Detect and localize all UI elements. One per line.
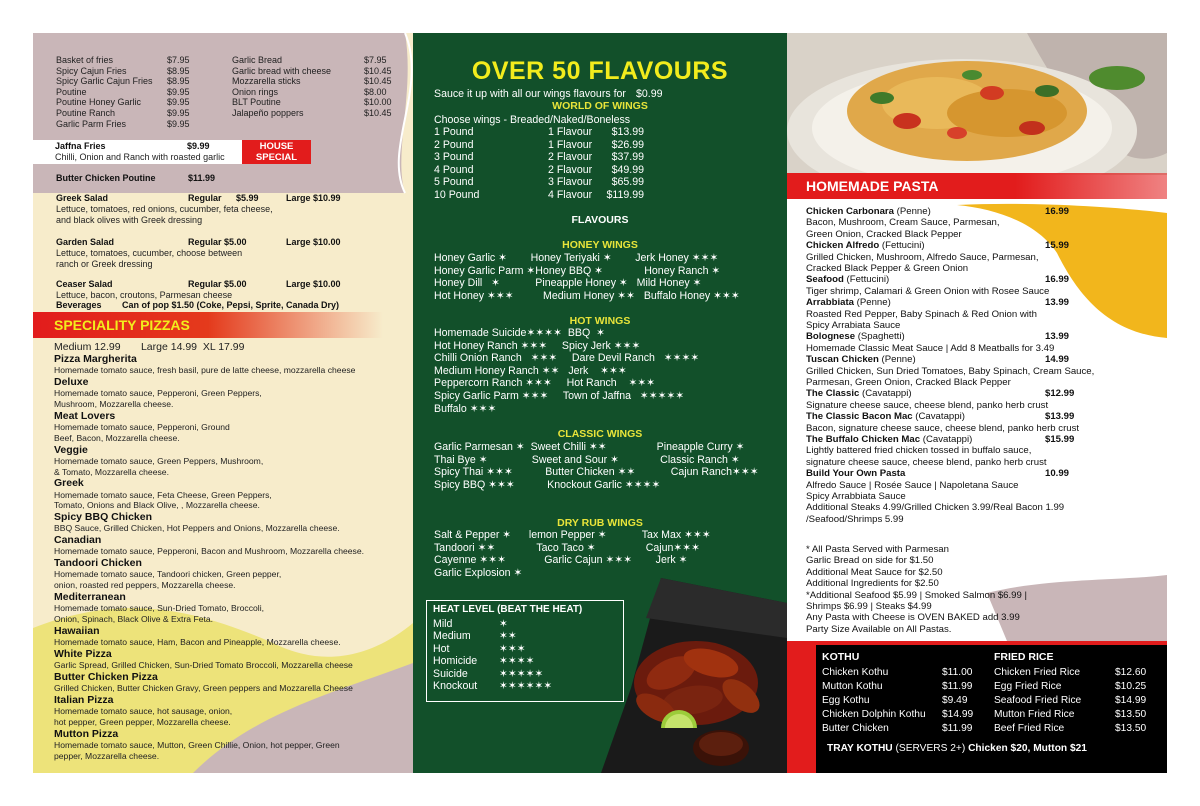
fries-item-name: Poutine	[56, 86, 87, 97]
hot-wings-row: Hot Honey Ranch ✶✶✶ Spicy Jerk ✶✶✶	[434, 339, 641, 352]
side-item-price: $10.45	[364, 65, 392, 76]
pasta-item-desc: Tiger shrimp, Calamari & Green Onion with Rosee Sauce	[806, 285, 1050, 297]
pizza-desc: Homemade tomato sauce, Green Peppers, Mushroom, & Tomato, Mozzarella cheese.	[54, 455, 264, 477]
honey-wings-row: Hot Honey ✶✶✶ Medium Honey ✶✶ Buffalo Honey ✶✶✶	[434, 289, 740, 302]
butter-poutine-price: $11.99	[188, 173, 216, 183]
wings-panel	[413, 33, 787, 773]
pasta-item-type: (Cavatappi)	[912, 411, 965, 423]
pasta-item-name: Bolognese	[806, 331, 856, 343]
fries-item-name: Basket of fries	[56, 55, 114, 65]
pizza-name: Meat Lovers	[54, 409, 116, 422]
caesar-salad-desc: Lettuce, bacon, croutons, Parmesan cheese	[56, 290, 233, 300]
right-panel	[787, 33, 1167, 773]
pizza-name: Canadian	[54, 534, 102, 547]
fried-rice-item-name: Seafood Fried Rice	[994, 695, 1082, 706]
pound-price: $37.99	[611, 151, 644, 164]
fries-item-price: $7.95	[167, 55, 190, 65]
fried-rice-item-price: $14.99	[1115, 695, 1147, 706]
pasta-item-name: The Classic Bacon Mac	[806, 411, 913, 423]
fries-item-price: $9.95	[167, 118, 190, 129]
pound-size: 3 Pound	[434, 151, 474, 164]
kothu-item-price: $9.49	[942, 695, 968, 706]
hot-wings-row: Buffalo ✶✶✶	[434, 402, 497, 415]
chicken-wings-photo	[601, 578, 787, 773]
pasta-item-type: (Cavatappi)	[859, 388, 912, 400]
wings-title: OVER 50 FLAVOURS	[471, 57, 729, 85]
pound-size: 1 Pound	[434, 126, 474, 138]
pasta-item-name: The Classic	[806, 388, 860, 400]
pasta-item-title	[806, 206, 931, 217]
pound-price: $26.99	[611, 138, 644, 151]
flavour-count: 1 Flavour	[548, 138, 593, 151]
pasta-item-name: Seafood	[806, 274, 844, 286]
butter-poutine-name: Butter Chicken Poutine	[56, 173, 156, 183]
pasta-item-title	[806, 411, 965, 422]
greek-salad-name: Greek Salad	[56, 193, 109, 203]
kothu-item-name: Chicken Kothu	[822, 667, 889, 678]
fried-rice-item-price: $13.50	[1115, 709, 1147, 720]
pasta-item-price: $15.99	[1045, 434, 1075, 445]
classic-wings-row: Spicy BBQ ✶✶✶ Knockout Garlic ✶✶✶✶	[434, 478, 661, 491]
beverages-label: Beverages	[56, 300, 102, 310]
dry-rub-wings-row: Salt & Pepper ✶ lemon Pepper ✶ Tax Max ✶✶✶	[434, 529, 711, 541]
fried-rice-item-name: Chicken Fried Rice	[994, 667, 1081, 678]
pasta-item-title	[806, 240, 925, 251]
pasta-item-desc: Homemade Classic Meat Sauce | Add 8 Meatballs for 3.49	[806, 342, 1055, 354]
pasta-item-title	[806, 354, 916, 365]
pasta-item-type: (Cavatappi)	[920, 434, 973, 445]
pasta-item-desc: Signature cheese sauce, cheese blend, panko herb crust	[806, 399, 1049, 411]
pizza-name: Tandoori Chicken	[54, 557, 142, 570]
heat-level-name: Mild	[433, 618, 453, 630]
honey-wings-row: Honey Dill ✶ Pineapple Honey ✶ Mild Honey ✶	[434, 277, 702, 290]
side-item-name: Garlic Bread	[232, 55, 283, 65]
side-item-price: $10.45	[364, 76, 392, 87]
greek-salad-large: Large $10.99	[286, 193, 341, 203]
pasta-item-name: Chicken Alfredo	[806, 240, 880, 252]
pizza-desc: Homemade tomato sauce, Mutton, Green Chillie, Onion, hot pepper, Green pepper, Mozzarella cheese.	[54, 739, 340, 761]
pasta-item-price: 13.99	[1045, 331, 1070, 343]
fried-rice-item-name: Egg Fried Rice	[994, 681, 1062, 692]
pizza-desc: Homemade tomato sauce, Sun-Dried Tomato, Broccoli, Onion, Spinach, Black Olive & Extra Feta.	[54, 603, 265, 624]
pizza-desc: BBQ Sauce, Grilled Chicken, Hot Peppers and Onions, Mozzarella cheese.	[54, 523, 340, 534]
greek-salad-desc: Lettuce, tomatoes, red onions, cucumber, feta cheese, and black olives with Greek dressing	[56, 204, 273, 225]
heat-level-stars: ✶✶✶	[499, 642, 526, 655]
fried-rice-item-price: $10.25	[1115, 681, 1147, 692]
pound-size: 10 Pound	[434, 189, 480, 201]
pound-price: $65.99	[611, 176, 644, 189]
pasta-item-desc: Lightly battered fried chicken tossed in buffalo sauce, signature cheese sauce, cheese blend, panko herb crust	[806, 445, 1047, 468]
hot-wings-heading: HOT WINGS	[569, 315, 631, 327]
fries-item-price: $9.95	[167, 97, 190, 108]
heat-level-stars: ✶	[499, 618, 508, 630]
kothu-item-name: Butter Chicken	[822, 723, 889, 734]
greek-salad-regular-price: $5.99	[236, 193, 259, 203]
pizza-sizes: Medium 12.99 Large 14.99 XL 17.99	[54, 341, 245, 353]
hot-wings-row: Peppercorn Ranch ✶✶✶ Hot Ranch ✶✶✶	[434, 377, 656, 390]
pasta-item-name: Tuscan Chicken	[806, 354, 879, 366]
tray-kothu-line	[827, 742, 1087, 756]
kothu-item-price: $14.99	[942, 709, 974, 720]
homemade-pasta-title: HOMEMADE PASTA	[806, 178, 939, 194]
pizza-desc: Homemade tomato sauce, hot sausage, onion, hot pepper, Green pepper, Mozzarella cheese.	[54, 706, 233, 727]
fries-item-price: $9.95	[167, 108, 190, 118]
world-of-wings-heading: WORLD OF WINGS	[552, 100, 648, 112]
side-item-price: $10.00	[364, 97, 392, 108]
pasta-item-desc: Grilled Chicken, Mushroom, Alfredo Sauce, Parmesan, Cracked Black Pepper & Green Onion	[806, 251, 1039, 274]
pasta-item-type: (Penne)	[893, 206, 931, 217]
pizza-desc: Garlic Spread, Grilled Chicken, Sun-Dried Tomato Broccoli, Mozzarella cheese	[54, 660, 353, 670]
pasta-item-desc: Grilled Chicken, Sun Dried Tomatoes, Baby Spinach, Cream Sauce, Parmesan, Green Onion, Cracked Black Pepper	[806, 365, 1095, 388]
pound-price: $13.99	[611, 126, 644, 138]
pasta-item-price: 13.99	[1045, 297, 1070, 309]
heat-level-title: HEAT LEVEL (BEAT THE HEAT)	[433, 604, 583, 615]
pasta-item-title	[806, 434, 972, 445]
caesar-salad-regular: Regular $5.00	[188, 279, 247, 289]
kothu-item-name: Mutton Kothu	[822, 681, 883, 692]
side-item-name: Mozzarella sticks	[232, 76, 301, 87]
pound-size: 5 Pound	[434, 176, 474, 189]
flavour-count: 1 Flavour	[548, 126, 593, 138]
kothu-fried-rice-box	[787, 641, 1167, 773]
garden-salad-desc: Lettuce, tomatoes, cucumber, choose between ranch or Greek dressing	[56, 248, 243, 269]
pasta-item-price: $13.99	[1045, 411, 1075, 423]
pizza-desc: Homemade tomato sauce, Ham, Bacon and Pineapple, Mozzarella cheese.	[54, 637, 341, 647]
left-panel	[33, 33, 413, 773]
pizza-name: White Pizza	[54, 647, 112, 660]
heat-level-stars: ✶✶✶✶	[499, 655, 535, 668]
pasta-item-name: Build Your Own Pasta	[806, 468, 906, 480]
heat-level-stars: ✶✶✶✶✶	[499, 667, 544, 680]
pasta-item-price: 14.99	[1045, 354, 1070, 366]
pasta-item-title	[806, 468, 905, 479]
pasta-item-price: $12.99	[1045, 388, 1075, 400]
tray-kothu-label: TRAY KOTHU	[827, 743, 893, 754]
pasta-item-price: 16.99	[1045, 274, 1070, 286]
pasta-item-price: 10.99	[1045, 468, 1070, 480]
pasta-photo	[787, 33, 1167, 175]
pizza-desc: Homemade tomato sauce, Pepperoni, Green Peppers, Mushroom, Mozzarella cheese.	[54, 388, 262, 409]
caesar-salad-name: Ceaser Salad	[56, 279, 113, 289]
pasta-item-name: Arrabbiata	[806, 297, 854, 309]
pasta-item-type: (Spaghetti)	[855, 331, 905, 343]
pizza-desc: Homemade tomato sauce, fresh basil, pure de latte cheese, mozzarella cheese	[54, 365, 356, 376]
pasta-item-desc: Bacon, signature cheese sauce, cheese blend, panko herb crust	[806, 422, 1080, 434]
flavours-heading: FLAVOURS	[571, 214, 629, 226]
kothu-item-name: Egg Kothu	[822, 695, 870, 706]
caesar-salad-large: Large $10.00	[286, 279, 341, 289]
heat-level-name: Knockout	[433, 680, 478, 692]
fries-item-price: $9.95	[167, 86, 190, 97]
heat-level-name: Suicide	[433, 667, 468, 680]
speciality-pizzas-banner	[33, 312, 383, 338]
honey-wings-row: Honey Garlic ✶ Honey Teriyaki ✶ Jerk Honey ✶✶✶	[434, 252, 719, 264]
heat-level-name: Medium	[433, 630, 471, 643]
fried-rice-item-name: Mutton Fried Rice	[994, 709, 1075, 720]
side-item-price: $7.95	[364, 55, 387, 65]
jaffna-fries-desc: Chilli, Onion and Ranch with roasted garlic	[55, 152, 225, 162]
pizza-name: Pizza Margherita	[54, 353, 137, 365]
fries-item-name: Garlic Parm Fries	[56, 118, 127, 129]
flavour-count: 4 Flavour	[548, 189, 593, 201]
side-item-name: Jalapeño poppers	[232, 108, 304, 118]
choose-wings-line: Choose wings - Breaded/Naked/Boneless	[434, 114, 631, 126]
jaffna-fries-name: Jaffna Fries	[55, 141, 106, 151]
pizza-desc: Homemade tomato sauce, Pepperoni, Bacon and Mushroom, Mozzarella cheese.	[54, 546, 365, 557]
pizza-desc: Homemade tomato sauce, Pepperoni, Ground Beef, Bacon, Mozzarella cheese.	[54, 422, 230, 443]
side-item-price: $8.00	[364, 86, 387, 97]
homemade-pasta-banner	[787, 173, 1167, 199]
house-special-badge	[242, 140, 311, 164]
pizza-name: Spicy BBQ Chicken	[54, 511, 153, 524]
fries-item-name: Poutine Ranch	[56, 108, 116, 118]
pizza-name: Veggie	[54, 443, 88, 456]
beverages-text: Can of pop $1.50 (Coke, Pepsi, Sprite, Canada Dry)	[122, 300, 340, 310]
fries-item-name: Spicy Garlic Cajun Fries	[56, 76, 153, 87]
fries-item-price: $8.95	[167, 76, 190, 87]
dry-rub-wings-row: Garlic Explosion ✶	[434, 566, 523, 579]
kothu-item-name: Chicken Dolphin Kothu	[822, 709, 926, 720]
honey-wings-row: Honey Garlic Parm ✶Honey BBQ ✶ Honey Ranch ✶	[434, 264, 721, 277]
pasta-item-type: (Fettucini)	[879, 240, 925, 252]
kothu-item-price: $11.00	[942, 667, 973, 678]
pasta-item-desc: Bacon, Mushroom, Cream Sauce, Parmesan, Green Onion, Cracked Black Pepper	[806, 217, 1000, 240]
pound-size: 2 Pound	[434, 138, 474, 151]
house-special-badge-line1: HOUSE	[259, 141, 294, 152]
heat-level-name: Hot	[433, 642, 450, 655]
side-item-name: Onion rings	[232, 86, 279, 97]
pasta-item-title	[806, 331, 905, 342]
side-item-price: $10.45	[364, 108, 392, 118]
classic-wings-heading: CLASSIC WINGS	[557, 428, 643, 440]
tray-kothu-servers: (SERVERS 2+)	[892, 743, 969, 754]
fried-rice-item-price: $13.50	[1115, 723, 1147, 734]
jaffna-fries-price: $9.99	[187, 141, 210, 151]
pasta-item-type: (Fettucini)	[843, 274, 890, 286]
pasta-item-type: (Penne)	[853, 297, 891, 309]
pasta-item-title	[806, 297, 891, 308]
pound-price: $119.99	[606, 189, 644, 201]
pasta-item-name: The Buffalo Chicken Mac	[806, 434, 921, 445]
red-top-bar	[787, 641, 1167, 645]
classic-wings-row: Garlic Parmesan ✶ Sweet Chilli ✶✶ Pineapple Curry ✶	[434, 441, 745, 453]
fries-item-name: Spicy Cajun Fries	[56, 65, 127, 76]
pound-size: 4 Pound	[434, 163, 474, 176]
garden-salad-name: Garden Salad	[56, 237, 115, 247]
greek-salad-regular-label: Regular	[188, 193, 222, 203]
pizza-name: Greek	[54, 477, 84, 490]
pound-price: $49.99	[611, 163, 644, 176]
dry-rub-wings-row: Cayenne ✶✶✶ Garlic Cajun ✶✶✶ Jerk ✶	[434, 554, 688, 567]
classic-wings-row: Spicy Thai ✶✶✶ Butter Chicken ✶✶ Cajun Ranch✶✶✶	[434, 466, 759, 479]
fried-rice-heading: FRIED RICE	[994, 651, 1054, 663]
house-special-badge-line2: SPECIAL	[255, 152, 298, 163]
pizza-desc: Homemade tomato sauce, Feta Cheese, Green Peppers, Tomato, Onions and Black Olive, , Mozzarella cheese.	[54, 489, 272, 511]
heat-level-stars: ✶✶✶✶✶✶	[499, 680, 553, 692]
speciality-pizzas-title: SPECIALITY PIZZAS	[54, 317, 190, 333]
fried-rice-item-price: $12.60	[1115, 667, 1147, 678]
pasta-item-price: 16.99	[1045, 206, 1070, 217]
sauce-price: $0.99	[636, 88, 663, 100]
fries-item-price: $8.95	[167, 65, 190, 76]
pasta-item-type: (Penne)	[878, 354, 916, 366]
pasta-item-desc: Alfredo Sauce | Rosée Sauce | Napoletana Sauce Spicy Arrabbiata Sauce Additional Steaks 4.99/Grilled Chicken 3.99/Real Bacon 1.99 /Seafood/Shrimps 5.99	[806, 479, 1065, 525]
kothu-heading: KOTHU	[822, 651, 860, 663]
honey-wings-heading: HONEY WINGS	[562, 239, 638, 251]
pasta-item-title	[806, 274, 889, 285]
fries-item-name: Poutine Honey Garlic	[56, 97, 142, 108]
pizza-name: Deluxe	[54, 376, 89, 388]
pizza-name: Butter Chicken Pizza	[54, 670, 158, 683]
heat-level-stars: ✶✶	[499, 630, 517, 643]
pizza-name: Mediterranean	[54, 591, 126, 603]
pasta-item-price: 15.99	[1045, 240, 1070, 252]
pizza-name: Mutton Pizza	[54, 727, 119, 740]
sauce-line: Sauce it up with all our wings flavours for	[434, 88, 626, 100]
dry-rub-wings-heading: DRY RUB WINGS	[557, 517, 643, 529]
tray-kothu-prices: Chicken $20, Mutton $21	[968, 743, 1087, 754]
garden-salad-regular: Regular $5.00	[188, 237, 247, 247]
hot-wings-row: Spicy Garlic Parm ✶✶✶ Town of Jaffna ✶✶✶✶✶	[434, 390, 685, 402]
pasta-item-desc: Roasted Red Pepper, Baby Spinach & Red Onion with Spicy Arrabiata Sauce	[806, 308, 1037, 331]
flavour-count: 2 Flavour	[548, 151, 593, 164]
kothu-item-price: $11.99	[942, 723, 973, 734]
heat-level-box	[426, 600, 624, 702]
side-item-name: Garlic bread with cheese	[232, 65, 332, 76]
garden-salad-large: Large $10.00	[286, 237, 341, 247]
side-item-name: BLT Poutine	[232, 97, 281, 108]
pizza-desc: Grilled Chicken, Butter Chicken Gravy, Green peppers and Mozzarella Cheese	[54, 683, 353, 693]
pasta-notes: * All Pasta Served with Parmesan Garlic Bread on side for $1.50 Additional Meat Sauce for $2.50 Additional Ingredients for $2.50 *Additional Seafood $5.99 | Smoked Salmon $6.99 | Shrimps $6.99 | Steaks $4.99 Any Pasta with Cheese is OVEN BAKED add 3.99 Party Size Available on All Pastas.	[806, 544, 1027, 635]
flavour-count: 3 Flavour	[548, 176, 593, 189]
dry-rub-wings-row: Tandoori ✶✶ Taco Taco ✶ Cajun✶✶✶	[434, 541, 701, 554]
pizza-desc: Homemade tomato sauce, Tandoori chicken, Green pepper, onion, roasted red peppers, Mozzarella cheese.	[54, 569, 282, 591]
kothu-item-price: $11.99	[942, 681, 973, 692]
flavour-count: 2 Flavour	[548, 163, 593, 176]
pasta-item-name: Chicken Carbonara	[806, 206, 894, 217]
hot-wings-row: Medium Honey Ranch ✶✶ Jerk ✶✶✶	[434, 364, 627, 377]
pizza-name: Italian Pizza	[54, 693, 114, 706]
heat-level-name: Homicide	[433, 655, 478, 668]
hot-wings-row: Chilli Onion Ranch ✶✶✶ Dare Devil Ranch ✶✶✶✶	[434, 352, 700, 365]
classic-wings-row: Thai Bye ✶ Sweet and Sour ✶ Classic Ranch ✶	[434, 453, 740, 466]
pizza-name: Hawaiian	[54, 624, 100, 637]
fried-rice-item-name: Beef Fried Rice	[994, 723, 1065, 734]
hot-wings-row: Homemade Suicide✶✶✶✶ BBQ ✶	[434, 327, 605, 339]
red-side-bar	[787, 641, 816, 773]
pasta-item-title	[806, 388, 912, 399]
